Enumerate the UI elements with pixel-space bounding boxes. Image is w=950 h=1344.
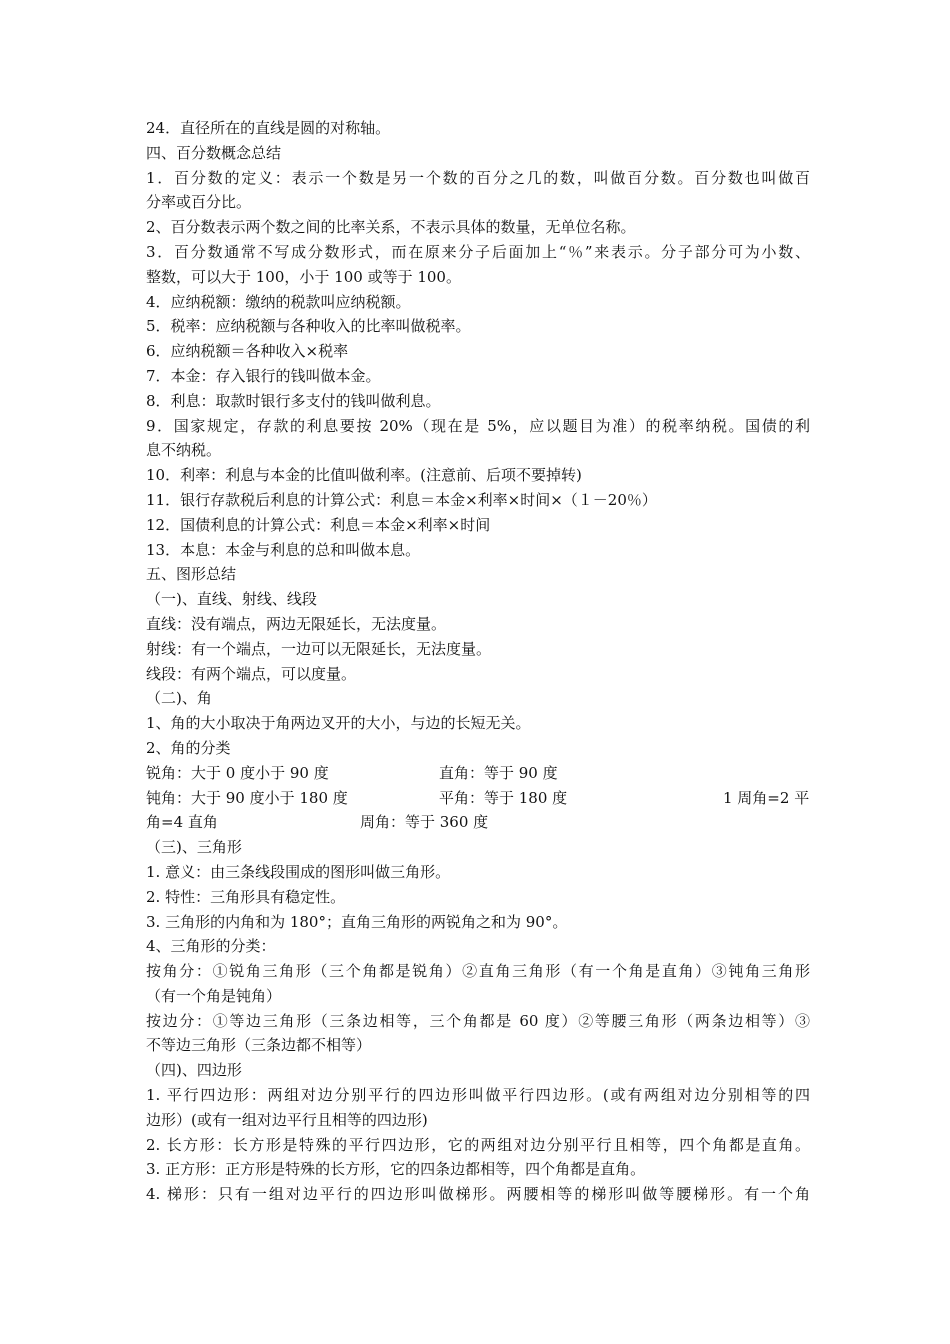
text-line: 分率或百分比。 <box>146 193 252 212</box>
text-line: 3. 三角形的内角和为 180°；直角三角形的两锐角之和为 90°。 <box>146 912 568 931</box>
subsection-heading: （四)、四边形 <box>146 1061 242 1080</box>
text-line: 按角分：①锐角三角形（三个角都是锐角）②直角三角形（有一个角是直角）③钝角三角形 <box>146 962 810 981</box>
text-line: 6．应纳税额＝各种收入×税率 <box>146 342 349 361</box>
angle-obtuse: 钝角：大于 90 度小于 180 度 <box>146 788 348 807</box>
text-line: 11．银行存款税后利息的计算公式：利息＝本金×利率×时间×（１－20％） <box>146 490 657 509</box>
text-line: 整数，可以大于 100，小于 100 或等于 100。 <box>146 267 461 286</box>
section-heading: 四、百分数概念总结 <box>146 143 282 162</box>
angle-relation: 1 周角=2 平 <box>723 788 810 807</box>
text-line: 9．国家规定，存款的利息要按 20%（现在是 5%，应以题目为准）的税率纳税。国债的利 <box>146 416 810 435</box>
text-line: 直线：没有端点，两边无限延长，无法度量。 <box>146 614 447 633</box>
text-line: 1、角的大小取决于角两边叉开的大小，与边的长短无关。 <box>146 714 531 733</box>
subsection-heading: （三)、三角形 <box>146 838 242 857</box>
subsection-heading: （一)、直线、射线、线段 <box>146 590 317 609</box>
text-line: 2、百分数表示两个数之间的比率关系，不表示具体的数量，无单位名称。 <box>146 218 636 237</box>
text-line: 5．税率：应纳税额与各种收入的比率叫做税率。 <box>146 317 471 336</box>
text-line: 息不纳税。 <box>146 441 222 460</box>
angle-right: 直角：等于 90 度 <box>439 763 558 782</box>
text-line: 12．国债利息的计算公式：利息＝本金×利率×时间 <box>146 515 491 534</box>
text-line: 1. 平行四边形：两组对边分别平行的四边形叫做平行四边形。(或有两组对边分别相等的四 <box>146 1086 810 1105</box>
angle-relation-cont: 角=4 直角 <box>146 813 218 832</box>
angle-full: 周角：等于 360 度 <box>360 813 489 832</box>
text-line: 射线：有一个端点，一边可以无限延长，无法度量。 <box>146 639 492 658</box>
text-line: 4. 梯形：只有一组对边平行的四边形叫做梯形。两腰相等的梯形叫做等腰梯形。有一个角 <box>146 1185 810 1204</box>
text-line: 1. 意义：由三条线段围成的图形叫做三角形。 <box>146 862 451 881</box>
angle-row <box>146 810 810 835</box>
angle-straight: 平角：等于 180 度 <box>439 788 568 807</box>
text-line: 7．本金：存入银行的钱叫做本金。 <box>146 366 381 385</box>
text-line: 2. 长方形：长方形是特殊的平行四边形，它的两组对边分别平行且相等，四个角都是直角。 <box>146 1135 810 1154</box>
document-body <box>146 116 810 1207</box>
text-line: （有一个角是钝角） <box>146 986 282 1005</box>
section-heading: 五、图形总结 <box>146 565 237 584</box>
text-line: 边形）(或有一组对边平行且相等的四边形) <box>146 1110 428 1129</box>
text-line: 不等边三角形（三条边都不相等） <box>146 1036 372 1055</box>
angle-acute: 锐角：大于 0 度小于 90 度 <box>146 763 329 782</box>
text-line: 2、角的分类 <box>146 738 231 757</box>
angle-row <box>146 786 810 811</box>
text-line: 线段：有两个端点，可以度量。 <box>146 664 357 683</box>
text-line: 4．应纳税额：缴纳的税款叫应纳税额。 <box>146 292 411 311</box>
text-line: 13．本息：本金与利息的总和叫做本息。 <box>146 540 421 559</box>
text-line: 10．利率：利息与本金的比值叫做利率。(注意前、后项不要掉转) <box>146 466 582 485</box>
text-line: 8．利息：取款时银行多支付的钱叫做利息。 <box>146 391 441 410</box>
text-line: 按边分：①等边三角形（三条边相等，三个角都是 60 度）②等腰三角形（两条边相等）③ <box>146 1011 810 1030</box>
text-line: 3. 正方形：正方形是特殊的长方形，它的四条边都相等，四个角都是直角。 <box>146 1160 646 1179</box>
text-line: 2. 特性：三角形具有稳定性。 <box>146 887 346 906</box>
text-line: 1．百分数的定义：表示一个数是另一个数的百分之几的数，叫做百分数。百分数也叫做百 <box>146 168 810 187</box>
text-line: 4、三角形的分类： <box>146 937 276 956</box>
subsection-heading: （二)、角 <box>146 689 212 708</box>
angle-row <box>146 761 810 786</box>
text-line: 24．直径所在的直线是圆的对称轴。 <box>146 119 391 137</box>
text-line: 3．百分数通常不写成分数形式，而在原来分子后面加上“％”来表示。分子部分可为小数、 <box>146 242 810 261</box>
